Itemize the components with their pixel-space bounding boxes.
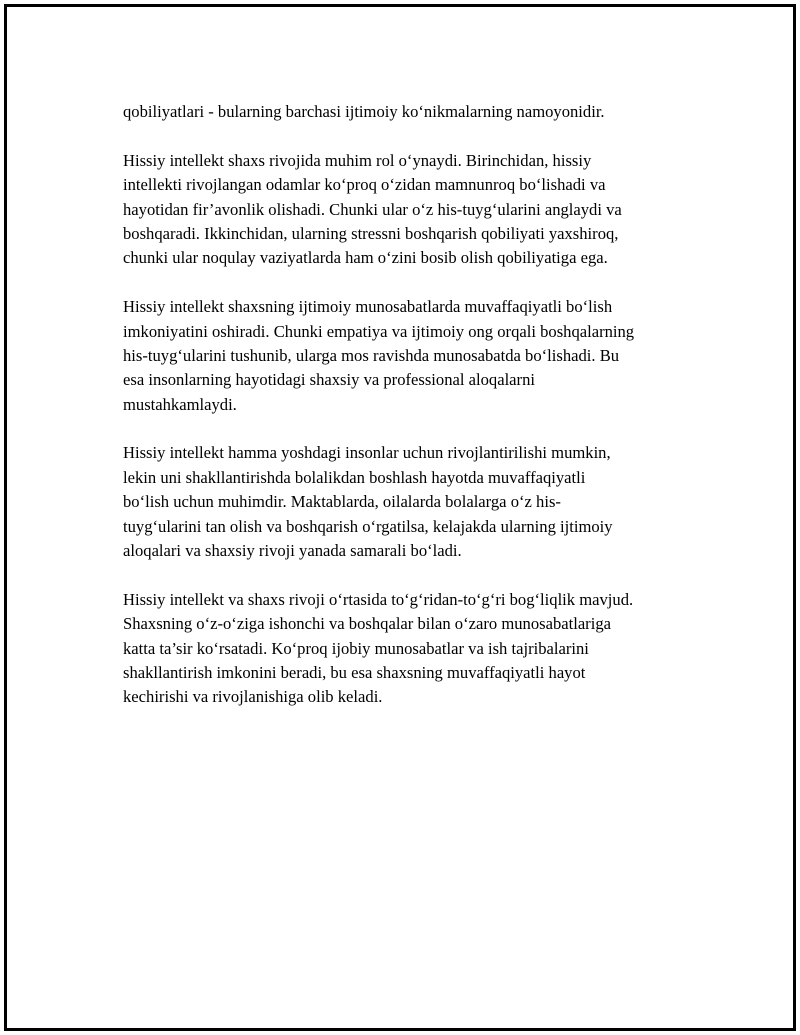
- paragraph: [123, 149, 701, 271]
- paragraph: [123, 588, 701, 710]
- text-line: bo‘lish uchun muhimdir. Maktablarda, oilalarda bolalarga o‘z his-: [123, 492, 561, 512]
- text-line: esa insonlarning hayotidagi shaxsiy va professional aloqalarni: [123, 370, 535, 390]
- paragraph-gap: [123, 417, 701, 441]
- text-line: qobiliyatlari - bularning barchasi ijtimoiy ko‘nikmalarning namoyonidir.: [123, 102, 605, 121]
- text-line: kechirishi va rivojlanishiga olib keladi.: [123, 687, 383, 707]
- text-line: katta ta’sir ko‘rsatadi. Ko‘proq ijobiy munosabatlar va ish tajribalarini: [123, 638, 589, 658]
- page-frame: [4, 4, 796, 1031]
- text-line: Hissiy intellekt va shaxs rivoji o‘rtasida to‘g‘ridan-to‘g‘ri bog‘liqlik mavjud.: [123, 589, 634, 609]
- text-line: Hissiy intellekt shaxsning ijtimoiy munosabatlarda muvaffaqiyatli bo‘lish: [123, 297, 613, 317]
- paragraph: [123, 441, 701, 563]
- text-line: imkoniyatini oshiradi. Chunki empatiya va ijtimoiy ong orqali boshqalarning: [123, 321, 635, 341]
- text-line: aloqalari va shaxsiy rivoji yanada samarali bo‘ladi.: [123, 541, 462, 561]
- paragraph-gap: [123, 124, 701, 148]
- text-line: chunki ular noqulay vaziyatlarda ham o‘zini bosib olish qobiliyatiga ega.: [123, 248, 608, 268]
- text-line: intellekti rivojlangan odamlar ko‘proq o‘zidan mamnunroq bo‘lishadi va: [123, 175, 606, 195]
- text-line: his-tuyg‘ularini tushunib, ularga mos ravishda munosabatda bo‘lishadi. Bu: [123, 345, 620, 365]
- text-line: Shaxsning o‘z-o‘ziga ishonchi va boshqalar bilan o‘zaro munosabatlariga: [123, 614, 611, 634]
- paragraph-gap: [123, 271, 701, 295]
- text-line: boshqaradi. Ikkinchidan, ularning stressni boshqarish qobiliyati yaxshiroq,: [123, 223, 619, 243]
- text-line: tuyg‘ularini tan olish va boshqarish o‘rgatilsa, kelajakda ularning ijtimoiy: [123, 516, 613, 536]
- paragraph: [123, 295, 701, 417]
- paragraph-gap: [123, 563, 701, 587]
- text-line: Hissiy intellekt hamma yoshdagi insonlar uchun rivojlantirilishi mumkin,: [123, 443, 611, 463]
- text-line: lekin uni shakllantirishda bolalikdan boshlash hayotda muvaffaqiyatli: [123, 467, 586, 487]
- paragraph: [123, 100, 701, 124]
- text-line: hayotidan fir’avonlik olishadi. Chunki ular o‘z his-tuyg‘ularini anglaydi va: [123, 199, 622, 219]
- text-line: shakllantirish imkonini beradi, bu esa shaxsning muvaffaqiyatli hayot: [123, 662, 586, 682]
- text-line: mustahkamlaydi.: [123, 394, 237, 414]
- document-body: [123, 100, 701, 710]
- text-line: Hissiy intellekt shaxs rivojida muhim rol o‘ynaydi. Birinchidan, hissiy: [123, 150, 592, 170]
